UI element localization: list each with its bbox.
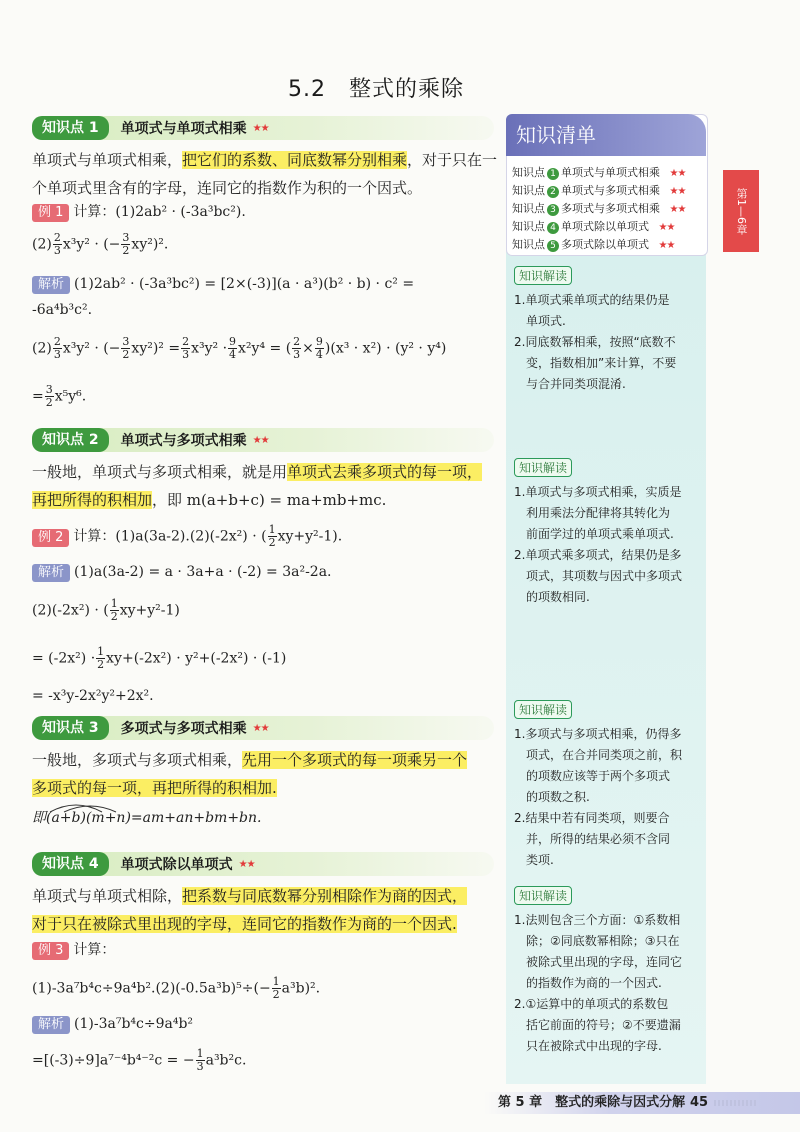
note-tag-2: 知识解读 — [514, 458, 572, 477]
frac-den: 3 — [53, 244, 61, 257]
kp3-rule — [32, 746, 498, 802]
ex2-solution-3 — [32, 646, 286, 671]
s: =[(-3)÷9]a⁷⁻⁴b⁴⁻²c = − — [32, 1052, 195, 1069]
note-1 — [514, 290, 704, 395]
kp2-stars: ★★ — [252, 434, 269, 446]
line: 项式，在合并同类项之前，积 — [514, 748, 683, 762]
frac-num: 9 — [315, 335, 323, 348]
s: xy+y²-1). — [277, 528, 343, 545]
ex3-question — [32, 976, 320, 1001]
t: 单项式与单项式相除， — [32, 887, 183, 905]
ex3-label-row — [32, 938, 115, 962]
frac-den: 3 — [182, 348, 190, 361]
line: 2.同底数幂相乘，按照“底数不 — [514, 335, 676, 349]
frac-num: 1 — [110, 597, 118, 610]
stars: ★★ — [669, 168, 686, 179]
frac-num: 3 — [122, 231, 130, 244]
kp2-tag: 知识点 2 — [32, 428, 109, 452]
frac-den: 3 — [293, 348, 301, 361]
line: 的指数作为商的一个因式. — [514, 976, 662, 990]
num-icon: 1 — [547, 168, 559, 180]
kp3-highlight-2: 多项式的每一项，再把所得的积相加. — [32, 779, 277, 797]
ex3-label: 例 3 — [32, 942, 69, 960]
frac-num: 1 — [196, 1047, 204, 1060]
arc-arrows-icon — [46, 800, 126, 814]
kp1-highlight: 把它们的系数、同底数幂分别相乘 — [182, 151, 408, 169]
frac-den: 3 — [196, 1060, 204, 1073]
frac-num: 1 — [97, 645, 105, 658]
line: 类项. — [514, 853, 554, 867]
frac — [53, 232, 62, 257]
page-title: 5.2 整式的乘除 — [288, 77, 464, 102]
s: a³b)². — [281, 980, 321, 997]
frac-num: 2 — [53, 335, 61, 348]
ex1-solution-1b: -6a⁴b³c². — [32, 302, 93, 318]
s: 计算：(1)a(3a-2).(2)(-2x²) · ( — [73, 528, 267, 545]
t: 知识点 — [512, 166, 545, 179]
kp4-tag: 知识点 4 — [32, 852, 109, 876]
checklist-item — [512, 218, 674, 234]
s: )(x³ · x²) · (y² · y⁴) — [324, 340, 447, 357]
kp2-header — [32, 428, 494, 452]
frac-den: 2 — [122, 244, 130, 257]
ex1-label: 例 1 — [32, 204, 69, 222]
kp4-header — [32, 852, 494, 876]
s: = — [32, 388, 44, 405]
kp3-formula: 即(a+b)(m+n)=am+an+bm+bn. — [32, 810, 262, 826]
frac — [292, 336, 301, 361]
kp1-header — [32, 116, 494, 140]
ex2-label: 例 2 — [32, 529, 69, 547]
frac — [181, 336, 190, 361]
line: 2.单项式乘多项式，结果仍是多 — [514, 548, 682, 562]
s: a³b²c. — [205, 1052, 247, 1069]
ex1-solution-1 — [32, 272, 414, 296]
s: (1)-3a⁷b⁴c÷9a⁴b² — [74, 1016, 194, 1032]
t: 一般地，多项式与多项式相乘， — [32, 751, 243, 769]
frac-num: 2 — [182, 335, 190, 348]
s: xy+y²-1) — [119, 602, 180, 619]
s: 计算： — [73, 942, 116, 958]
kp4-highlight-1: 把系数与同底数幂分别相除作为商的因式， — [182, 887, 468, 905]
line: 的项数应该等于两个多项式 — [514, 769, 671, 783]
ex3-solution-1 — [32, 1012, 193, 1036]
kp3-header — [32, 716, 494, 740]
frac — [121, 232, 130, 257]
t: 一般地，单项式与多项式相乘，就是用 — [32, 463, 288, 481]
ex3-solution-2 — [32, 1048, 246, 1073]
line: 的项数相同. — [514, 590, 590, 604]
chapter-tab[interactable]: 第1—6章 — [723, 170, 759, 252]
frac — [96, 646, 105, 671]
ex1-q2-c: xy²)². — [131, 236, 169, 253]
checklist-title: 知识清单 — [506, 114, 706, 156]
frac — [272, 976, 281, 1001]
kp1-tag: 知识点 1 — [32, 116, 109, 140]
line: 并，所得的结果必须不含同 — [514, 832, 671, 846]
checklist-item — [512, 200, 685, 216]
num-icon: 2 — [547, 186, 559, 198]
ex1-question-1 — [32, 200, 246, 224]
ex2-solution-2 — [32, 598, 180, 623]
s: (1)-3a⁷b⁴c÷9a⁴b².(2)(-0.5a³b)⁵÷(− — [32, 980, 271, 997]
kp2-highlight-1: 单项式去乘多项式的每一项， — [287, 463, 483, 481]
note-4 — [514, 910, 704, 1057]
frac-num: 2 — [53, 231, 61, 244]
ex1-question-2 — [32, 232, 168, 257]
stars: ★★ — [658, 240, 675, 251]
checklist-item — [512, 236, 674, 252]
kp1-rule — [32, 146, 498, 202]
ex1-sol1: (1)2ab² · (-3a³bc²) = [2×(-3)](a · a³)(b² · b) · c² = — [74, 276, 415, 292]
frac — [268, 524, 277, 549]
kp4-highlight-2: 对于只在被除式里出现的字母，连同它的指数作为商的一个因式. — [32, 915, 457, 933]
s: x³y² · — [191, 340, 228, 357]
line: 单项式. — [514, 314, 566, 328]
t: 多项式与多项式相乘 — [561, 202, 660, 215]
line: 1.单项式乘单项式的结果仍是 — [514, 293, 670, 307]
line: 利用乘法分配律将其转化为 — [514, 506, 671, 520]
frac — [315, 336, 324, 361]
t: 知识点 — [512, 184, 545, 197]
kp2-title: 单项式与多项式相乘 — [120, 433, 247, 449]
frac-den: 2 — [268, 536, 276, 549]
line: 项式，其项数与因式中多项式 — [514, 569, 683, 583]
ex2-sol-label: 解析 — [32, 564, 70, 582]
frac-num: 1 — [268, 523, 276, 536]
page-number: 45 — [690, 1095, 709, 1110]
frac-den: 2 — [272, 988, 280, 1001]
frac-num: 3 — [122, 335, 130, 348]
s: xy+(-2x²) · y²+(-2x²) · (-1) — [106, 650, 287, 667]
frac — [196, 1048, 205, 1073]
line: 的项数之积. — [514, 790, 590, 804]
kp2-highlight-2: 再把所得的积相加 — [32, 491, 153, 509]
s: x²y⁴ = ( — [238, 340, 292, 357]
line: 与合并同类项混淆. — [514, 377, 626, 391]
frac-num: 2 — [293, 335, 301, 348]
ex1-solution-3 — [32, 384, 86, 409]
kp2-rule — [32, 458, 498, 514]
ex3-sol-label: 解析 — [32, 1016, 70, 1034]
ex1-sol-label: 解析 — [32, 276, 70, 294]
kp3-tag: 知识点 3 — [32, 716, 109, 740]
line: 1.多项式与多项式相乘，仍得多 — [514, 727, 682, 741]
frac — [121, 336, 130, 361]
note-tag-3: 知识解读 — [514, 700, 572, 719]
t: 单项式与单项式相乘 — [561, 166, 660, 179]
kp1-text-b: ，对于只在一个单项式里含有的字母，连同它的指数作为积的一个因式。 — [32, 151, 498, 197]
frac-num: 3 — [45, 383, 53, 396]
line: 被除式里出现的字母，连同它 — [514, 955, 683, 969]
note-2 — [514, 482, 704, 608]
kp3-title: 多项式与多项式相乘 — [120, 721, 247, 737]
s: (2)(-2x²) · ( — [32, 602, 109, 619]
footer-dots — [714, 1100, 758, 1106]
ex2-question — [32, 524, 342, 549]
frac-num: 9 — [229, 335, 237, 348]
ex1-q1: 计算：(1)2ab² · (-3a³bc²). — [73, 204, 246, 220]
s: (2) — [32, 340, 52, 357]
t: 知识点 — [512, 220, 545, 233]
ex2-solution-1 — [32, 560, 332, 584]
s: × — [302, 340, 314, 357]
t: ，即 m(a+b+c) = ma+mb+mc. — [152, 491, 387, 509]
line: 2.结果中若有同类项，则要合 — [514, 811, 670, 825]
t: 知识点 — [512, 238, 545, 251]
t: 单项式与多项式相乘 — [561, 184, 660, 197]
kp1-title: 单项式与单项式相乘 — [120, 121, 247, 137]
note-tag-4: 知识解读 — [514, 886, 572, 905]
num-icon: 3 — [547, 204, 559, 216]
frac-den: 2 — [110, 610, 118, 623]
kp3-stars: ★★ — [252, 722, 269, 734]
line: 2.①运算中的单项式的系数包 — [514, 997, 669, 1011]
frac-den: 4 — [315, 348, 323, 361]
line: 只在被除式中出现的字母. — [514, 1039, 662, 1053]
s: (1)a(3a-2) = a · 3a+a · (-2) = 3a²-2a. — [74, 564, 332, 580]
num-icon: 4 — [547, 222, 559, 234]
line: 除；②同底数幂相除；③只在 — [514, 934, 680, 948]
kp3-highlight-1: 先用一个多项式的每一项乘另一个 — [242, 751, 468, 769]
note-3 — [514, 724, 704, 871]
frac-den: 2 — [45, 396, 53, 409]
frac — [53, 336, 62, 361]
ex1-q2-a: (2) — [32, 236, 52, 253]
ex1-solution-2 — [32, 336, 446, 361]
checklist-item — [512, 182, 685, 198]
stars: ★★ — [658, 222, 675, 233]
footer-chapter: 第 5 章 整式的乘除与因式分解 — [498, 1095, 686, 1110]
frac — [110, 598, 119, 623]
s: = (-2x²) · — [32, 650, 96, 667]
t: 单项式除以单项式 — [561, 220, 649, 233]
line: 1.单项式与多项式相乘，实质是 — [514, 485, 682, 499]
line: 括它前面的符号；②不要遗漏 — [514, 1018, 681, 1032]
kp4-rule — [32, 882, 498, 938]
t: 多项式除以单项式 — [561, 238, 649, 251]
frac-den: 2 — [122, 348, 130, 361]
s: xy²)² = — [131, 340, 181, 357]
frac-den: 4 — [229, 348, 237, 361]
kp4-stars: ★★ — [238, 858, 255, 870]
frac-num: 1 — [272, 975, 280, 988]
ex1-q2-b: x³y² · (− — [62, 236, 121, 253]
kp1-text-a: 单项式与单项式相乘， — [32, 151, 183, 169]
frac-den: 2 — [97, 658, 105, 671]
line: 变，指数相加”来计算，不要 — [514, 356, 677, 370]
ex2-solution-4: = -x³y-2x²y²+2x². — [32, 688, 154, 704]
s: x³y² · (− — [62, 340, 121, 357]
checklist-item — [512, 164, 685, 180]
line: 1.法则包含三个方面：①系数相 — [514, 913, 681, 927]
frac — [228, 336, 237, 361]
frac-den: 3 — [53, 348, 61, 361]
kp1-stars: ★★ — [252, 122, 269, 134]
t: 知识点 — [512, 202, 545, 215]
line: 前面学过的单项式乘单项式. — [514, 527, 674, 541]
stars: ★★ — [669, 186, 686, 197]
stars: ★★ — [669, 204, 686, 215]
note-tag-1: 知识解读 — [514, 266, 572, 285]
frac — [45, 384, 54, 409]
kp4-title: 单项式除以单项式 — [120, 857, 233, 873]
num-icon: 5 — [547, 240, 559, 252]
s: x⁵y⁶. — [54, 388, 87, 405]
